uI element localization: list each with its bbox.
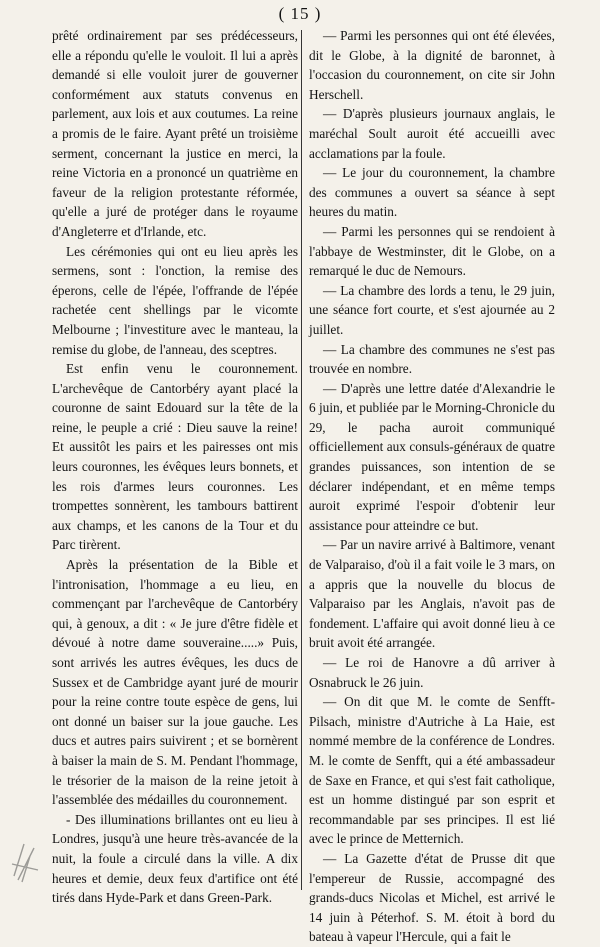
paragraph: — La chambre des communes ne s'est pas trouvée en nombre.: [309, 341, 555, 377]
paragraph: — D'après plusieurs journaux anglais, le maréchal Soult auroit été accueilli avec acclamations par la foule.: [309, 106, 555, 161]
paragraph: — D'après une lettre datée d'Alexandrie le 6 juin, et publiée par le Morning-Chronicle du 29, le pacha auroit communiqué officiellement aux consuls-généraux de quatre grandes puissances, son intention de se déclarer indépendant, et en même temps auroit exprimé l'espoir d'obtenir leur assistance pour atteindre ce but.: [309, 380, 555, 533]
paragraph: — La Gazette d'état de Prusse dit que l'empereur de Russie, accompagné des grands-ducs Nicolas et Michel, est arrivé le 14 juin à Péterhof. S. M. étoit à bord du bateau à vapeur l'Hercule, qui a fait le: [309, 850, 555, 945]
paragraph: — On dit que M. le comte de Senfft-Pilsach, ministre d'Autriche à La Haie, est nommé membre de la conférence de Londres. M. le comte de Senfft, qui a été ambassadeur de Saxe en France, et qui s'est fait catholique, est un homme distingué par son esprit et recommandable par ses principes. Il est lié avec le prince de Metternich.: [309, 694, 555, 847]
left-column: [52, 26, 298, 908]
paragraph: — Par un navire arrivé à Baltimore, venant de Valparaiso, d'où il a fait voile le 3 mars, on a appris que la nouvelle du blocus de Valparaiso par les Anglais, n'avoit pas de fondement. L'affaire qui avoit donné lieu à ce bruit avoit été arrangée.: [309, 537, 555, 651]
page-number: ( 15 ): [278, 4, 322, 23]
paragraph: — Le jour du couronnement, la chambre des communes a ouvert sa séance à sept heures du matin.: [309, 165, 555, 220]
paragraph: Les cérémonies qui ont eu lieu après les sermens, sont : l'onction, la remise des éperons, celle de l'épée, l'offrande de l'épée rachetée cent shellings par le vicomte Melbourne ; l'investiture avec le manteau, la remise du globe, de l'anneau, des sceptres.: [52, 243, 298, 357]
paragraph: — Parmi les personnes qui se rendoient à l'abbaye de Westminster, dit le Globe, on a remarqué le duc de Nemours.: [309, 223, 555, 279]
ink-smudge-mark: [8, 836, 44, 884]
column-divider: [301, 30, 302, 890]
paragraph: — Le roi de Hanovre a dû arriver à Osnabruck le 26 juin.: [309, 655, 555, 690]
paragraph: — La chambre des lords a tenu, le 29 juin, une séance fort courte, et s'est ajournée au 2 juillet.: [309, 282, 555, 337]
paragraph: — Parmi les personnes qui ont été élevées, dit le Globe, à la dignité de baronnet, à l'occasion du couronnement, on cite sir John Herschell.: [309, 28, 555, 102]
paragraph: prêté ordinairement par ses prédécesseurs, elle a répondu qu'elle le vouloit. Il lui a après demandé si elle vouloit jurer de gouverner conformément aux statuts convenus en parlement, aux lois et aux coutumes. La reine a promis de le faire. Ayant prêté un troisième serment, concernant la justice en merci, la reine Victoria en a prononcé un quatrième en faveur de la religion protestante réformée, qu'elle a juré de protéger dans le royaume d'Angleterre et d'Irlande, etc.: [52, 28, 298, 239]
paragraph: Après la présentation de la Bible et l'intronisation, l'hommage a eu lieu, en commençant par l'archevêque de Cantorbéry qui, à genoux, a dit : « Je jure d'être fidèle et dévoué à notre dame souveraine.....» Puis, sont arrivés les autres évêques, les ducs de Sussex et de Cambridge ayant juré de mourir pour la reine contre toute espèce de gens, lui ont donné un baiser sur la joue gauche. Les ducs et autres pairs suivirent ; et se bornèrent à baiser la main de S. M. Pendant l'hommage, le trésorier de la maison de la reine jetoit à l'assemblée des médailles du couronnement.: [52, 557, 298, 808]
right-column: [309, 26, 555, 947]
paragraph: - Des illuminations brillantes ont eu lieu à Londres, jusqu'à une heure très-avancée de la nuit, la foule a circulé dans la ville. A dix heures et demie, deux feux d'artifice ont été tirés dans Hyde-Park et dans Green-Park.: [52, 811, 298, 906]
paragraph: Est enfin venu le couronnement. L'archevêque de Cantorbéry ayant placé la couronne de saint Edouard sur la tête de la reine, le peuple a crié : Dieu sauve la reine! Et aussitôt les pairs et les pairesses ont mis leurs couronnes, les évêques leurs bonnets, et les rois d'armes leurs couronnes. Les trompettes sonnèrent, les tambours battirent aux champs, et les canons de la Tour et du Parc tirèrent.: [52, 361, 298, 553]
